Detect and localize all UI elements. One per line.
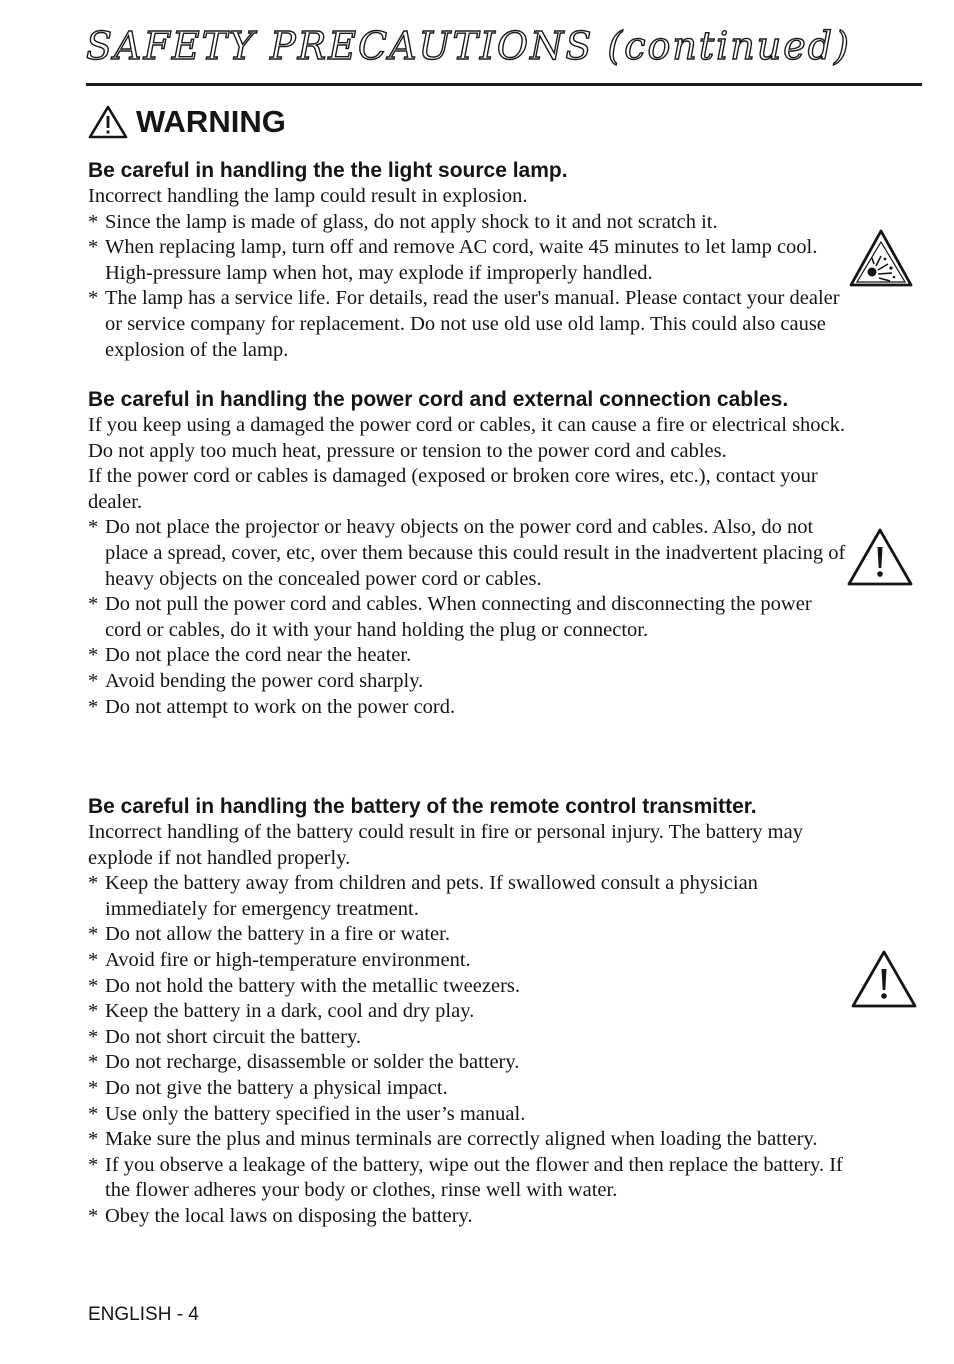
list-item: * Avoid bending the power cord sharply.	[88, 669, 848, 695]
section-heading: Be careful in handling the power cord and external connection cables.	[88, 388, 789, 411]
list-item: * Do not place the projector or heavy objects on the power cord and cables. Also, do not place a spread, cover, etc, over them because this could result in the inadvertent placing of heavy objects on the concealed power cord or cables.	[88, 515, 848, 592]
section-heading: Be careful in handling the battery of the remote control transmitter.	[88, 795, 757, 818]
title-divider	[86, 83, 922, 86]
list-item: * Avoid fire or high-temperature environment.	[88, 948, 848, 974]
list-item: * Obey the local laws on disposing the battery.	[88, 1204, 848, 1230]
explosion-warning-icon	[848, 228, 914, 288]
list-item: * Do not give the battery a physical impact.	[88, 1076, 848, 1102]
page-footer: ENGLISH - 4	[88, 1304, 199, 1325]
list-item: * Keep the battery away from children and pets. If swallowed consult a physician immediately for emergency treatment.	[88, 871, 848, 922]
list-item: * Do not hold the battery with the metallic tweezers.	[88, 974, 848, 1000]
section-paragraph: If the power cord or cables is damaged (exposed or broken core wires, etc.), contact your dealer.	[88, 465, 818, 513]
warning-heading	[88, 104, 286, 140]
warning-triangle-icon	[88, 105, 128, 139]
list-item: * Do not pull the power cord and cables. When connecting and disconnecting the power cord or cables, do it with your hand holding the plug or connector.	[88, 592, 848, 643]
list-item: * If you observe a leakage of the battery, wipe out the flower and then replace the battery. If the flower adheres your body or clothes, rinse well with water.	[88, 1153, 848, 1204]
bullet-list	[88, 871, 848, 1229]
list-item: * Do not recharge, disassemble or solder the battery.	[88, 1050, 848, 1076]
caution-triangle-icon	[850, 949, 918, 1009]
list-item: * Keep the battery in a dark, cool and dry play.	[88, 999, 848, 1025]
list-item: * Do not place the cord near the heater.	[88, 643, 848, 669]
section-heading: Be careful in handling the the light source lamp.	[88, 159, 568, 182]
warning-label: WARNING	[136, 104, 286, 139]
list-item: * Do not attempt to work on the power cord.	[88, 695, 848, 721]
list-item: * The lamp has a service life. For details, read the user's manual. Please contact your dealer or service company for replacement. Do not use old use old lamp. This could also cause explosion of the lamp.	[88, 286, 848, 363]
list-item: * Make sure the plus and minus terminals are correctly aligned when loading the battery.	[88, 1127, 848, 1153]
section-paragraph: If you keep using a damaged the power cord or cables, it can cause a fire or electrical shock. Do not apply too much heat, pressure or tension to the power cord and cables.	[88, 414, 846, 462]
page-title: SAFETY PRECAUTIONS (continued)	[86, 24, 851, 68]
section-battery	[88, 794, 848, 1230]
caution-triangle-icon	[846, 527, 914, 587]
list-item: * Do not short circuit the battery.	[88, 1025, 848, 1051]
section-lamp	[88, 158, 848, 363]
bullet-list	[88, 210, 848, 364]
list-item: * When replacing lamp, turn off and remove AC cord, waite 45 minutes to let lamp cool. High-pressure lamp when hot, may explode if improperly handled.	[88, 235, 848, 286]
list-item: * Since the lamp is made of glass, do not apply shock to it and not scratch it.	[88, 210, 848, 236]
bullet-list	[88, 515, 848, 720]
section-paragraph: Incorrect handling the lamp could result in explosion.	[88, 185, 528, 207]
list-item: * Use only the battery specified in the user’s manual.	[88, 1102, 848, 1128]
section-paragraph: Incorrect handling of the battery could result in fire or personal injury. The battery may explode if not handled properly.	[88, 821, 803, 869]
list-item: * Do not allow the battery in a fire or water.	[88, 922, 848, 948]
section-power-cord	[88, 387, 848, 720]
